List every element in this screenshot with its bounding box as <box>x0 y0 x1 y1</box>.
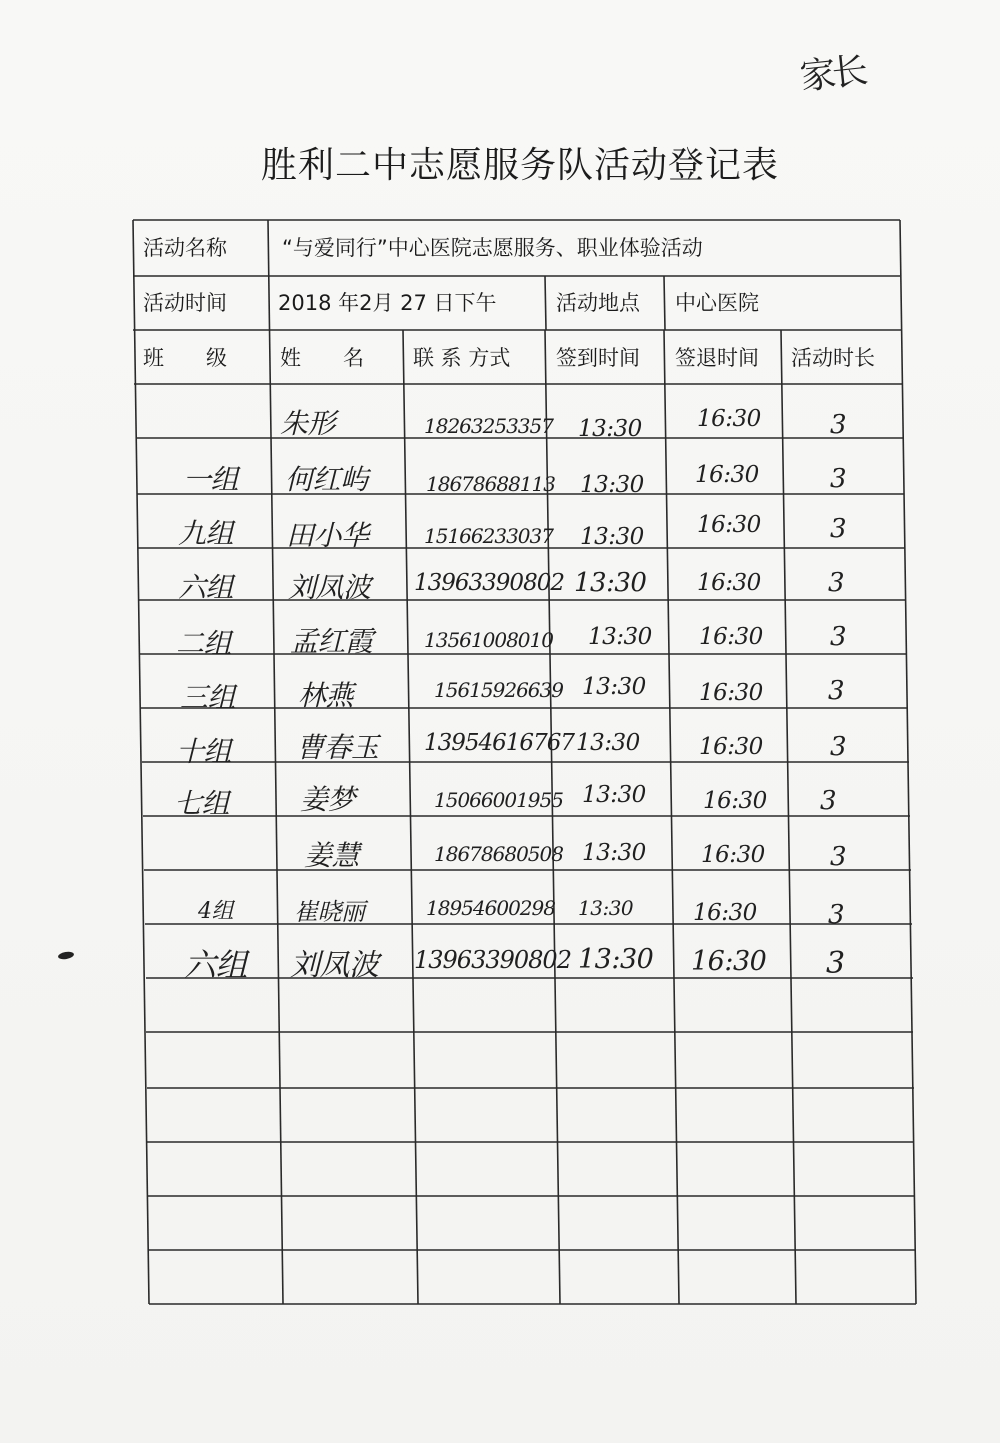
row-phone: 13954616767 <box>424 730 574 756</box>
row-name: 田小华 <box>286 519 369 552</box>
row-duration: 3 <box>830 732 847 762</box>
row-duration: 3 <box>830 410 847 440</box>
row-checkout: 16:30 <box>695 462 759 488</box>
row-phone: 15066001955 <box>434 788 563 812</box>
row-duration: 3 <box>828 900 845 930</box>
header-name: 姓 名 <box>280 346 364 370</box>
row-phone: 18263253357 <box>424 414 553 438</box>
row-duration: 3 <box>830 464 847 494</box>
row-duration: 3 <box>830 622 847 652</box>
row-checkout: 16:30 <box>699 624 763 650</box>
activity-name-label: 活动名称 <box>143 236 227 260</box>
header-duration: 活动时长 <box>791 346 875 370</box>
activity-time-label: 活动时间 <box>143 291 227 315</box>
row-checkout: 16:30 <box>703 788 767 814</box>
row-checkin: 13:30 <box>578 944 654 975</box>
header-checkin: 签到时间 <box>556 346 640 370</box>
row-checkin: 13:30 <box>582 674 646 700</box>
row-checkout: 16:30 <box>691 946 767 977</box>
row-checkout: 16:30 <box>699 734 763 760</box>
header-contact: 联 系 方式 <box>413 346 511 370</box>
activity-place-value: 中心医院 <box>675 291 759 315</box>
row-phone: 18678688113 <box>426 472 555 496</box>
corner-handwritten-note: 家长 <box>798 50 866 99</box>
activity-time-value: 2018 年2月 27 日下午 <box>278 291 497 315</box>
row-checkout: 16:30 <box>693 900 757 926</box>
row-class: 一组 <box>183 463 239 496</box>
header-checkout: 签退时间 <box>675 346 759 370</box>
row-name: 曹春玉 <box>296 731 379 764</box>
row-checkin: 13:30 <box>580 472 644 498</box>
row-class: 六组 <box>184 946 248 984</box>
row-checkin: 13:30 <box>576 730 640 756</box>
activity-name-value: “与爱同行”中心医院志愿服务、职业体验活动 <box>282 236 703 260</box>
row-name: 刘凤波 <box>288 571 371 604</box>
row-checkin: 13:30 <box>580 524 644 550</box>
row-phone: 13963390802 <box>414 946 571 974</box>
row-checkout: 16:30 <box>697 406 761 432</box>
activity-place-label: 活动地点 <box>556 291 640 315</box>
row-name: 林燕 <box>298 679 354 712</box>
row-checkin: 13:30 <box>578 896 634 920</box>
row-checkin: 13:30 <box>582 840 646 866</box>
row-class: 二组 <box>176 627 232 660</box>
row-name: 何红屿 <box>285 463 368 496</box>
row-phone: 18954600298 <box>426 896 555 920</box>
row-duration: 3 <box>830 842 847 872</box>
row-checkin: 13:30 <box>582 782 646 808</box>
row-name: 刘凤波 <box>290 948 379 983</box>
row-class: 七组 <box>174 787 230 820</box>
row-name: 崔晓丽 <box>294 898 365 926</box>
row-class: 4组 <box>198 899 233 924</box>
row-name: 朱形 <box>280 407 336 440</box>
row-class: 三组 <box>180 681 236 714</box>
row-name: 孟红霞 <box>290 625 373 658</box>
row-phone: 13963390802 <box>414 570 564 596</box>
page-title: 胜利二中志愿服务队活动登记表 <box>260 145 779 186</box>
row-checkin: 13:30 <box>588 624 652 650</box>
row-checkin: 13:30 <box>574 568 647 598</box>
row-class: 六组 <box>178 571 234 604</box>
row-checkout: 16:30 <box>699 680 763 706</box>
row-phone: 13561008010 <box>424 628 553 652</box>
row-checkout: 16:30 <box>697 512 761 538</box>
row-duration: 3 <box>830 514 847 544</box>
row-duration: 3 <box>820 786 837 816</box>
row-duration: 3 <box>828 676 845 706</box>
row-name: 姜梦 <box>300 783 356 816</box>
row-checkin: 13:30 <box>578 416 642 442</box>
row-class: 十组 <box>176 735 232 768</box>
header-class: 班 级 <box>143 346 227 370</box>
row-phone: 15615926639 <box>434 678 563 702</box>
row-duration: 3 <box>828 568 845 598</box>
row-checkout: 16:30 <box>701 842 765 868</box>
row-class: 九组 <box>178 517 234 550</box>
row-name: 姜慧 <box>304 839 360 872</box>
row-duration: 3 <box>826 946 845 981</box>
row-phone: 18678680508 <box>434 842 563 866</box>
row-checkout: 16:30 <box>697 570 761 596</box>
row-phone: 15166233037 <box>424 524 553 548</box>
